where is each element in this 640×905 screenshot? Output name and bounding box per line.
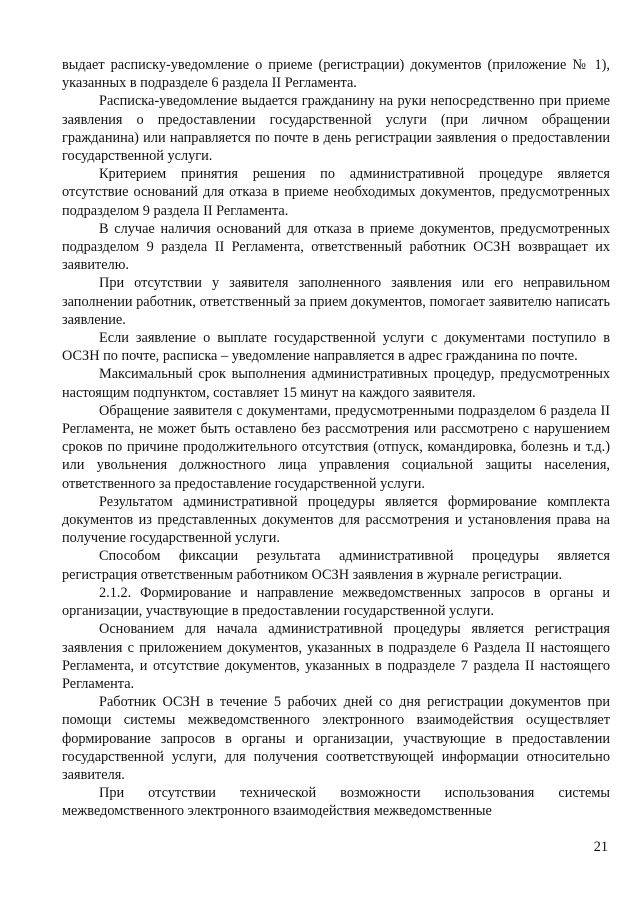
paragraph-max-duration: Максимальный срок выполнения административных процедур, предусмотренных настоящим подпунктом, составляет 15 минут на каждого заявителя. (62, 366, 610, 401)
paragraph-result-recording: Способом фиксации результата административной процедуры является регистрация ответственным работником ОСЗН заявления в журнале регистрации. (62, 548, 610, 583)
paragraph-receipt-delivery: Расписка-уведомление выдается гражданину на руки непосредственно при приеме заявления о предоставлении государственной услуги (при личном обращении гражданина) или направляется по почте в день регистрации заявления о предоставлении государственной услуги. (62, 93, 610, 165)
paragraph-procedure-basis: Основанием для начала административной процедуры является регистрация заявления с приложением документов, указанных в подразделе 6 Раздела II настоящего Регламента, и отсутствие документов, указанных в подразделе 7 раздела II настоящего Регламента. (62, 621, 610, 692)
paragraph-receipt-notice: выдает расписку-уведомление о приеме (регистрации) документов (приложение № 1), указанных в подразделе 6 раздела II Регламента. (62, 57, 610, 92)
paragraph-procedure-result: Результатом административной процедуры является формирование комплекта документов из представленных документов для рассмотрения и установления права на получение государственной услуги. (62, 493, 610, 547)
section-heading-2-1-2: 2.1.2. Формирование и направление межведомственных запросов в органы и организации, участвующие в предоставлении государственной услуги. (62, 584, 610, 620)
paragraph-application-handling: Обращение заявителя с документами, предусмотренными подразделом 6 раздела II Регламента, не может быть оставлено без рассмотрения или рассмотрено с нарушением сроков по причине продолжительного отсутствия (отпуск, командировка, болезнь и т.д.) или увольнения должностного лица управления социальной защиты населения, ответственного за предоставление государственной услуги. (62, 402, 610, 492)
paragraph-refusal-grounds: В случае наличия оснований для отказа в приеме документов, предусмотренных подразделом 9 раздела II Регламента, ответственный работник ОСЗН возвращает их заявителю. (62, 220, 610, 274)
paragraph-application-help: При отсутствии у заявителя заполненного заявления или его неправильном заполнении работник, ответственный за прием документов, помогает заявителю написать заявление. (62, 275, 610, 328)
page-number: 21 (593, 839, 608, 855)
paragraph-postal-application: Если заявление о выплате государственной услуги с документами поступило в ОСЗН по почте, расписка – уведомление направляется в адрес гражданина по почте. (62, 330, 610, 365)
document-page (62, 56, 610, 821)
paragraph-interagency-requests: Работник ОСЗН в течение 5 рабочих дней со дня регистрации документов при помощи системы межведомственного электронного взаимодействия осуществляет формирование запросов в органы и организации, участвующие в предоставлении государственной услуги, для получения соответствующей информации относительно заявителя. (62, 694, 610, 783)
paragraph-no-technical-capability: При отсутствии технической возможности использования системы межведомственного электронного взаимодействия межведомственные (62, 785, 610, 820)
paragraph-decision-criterion: Критерием принятия решения по административной процедуре является отсутствие оснований для отказа в приеме необходимых документов, предусмотренных подразделом 9 раздела II Регламента. (62, 166, 610, 219)
